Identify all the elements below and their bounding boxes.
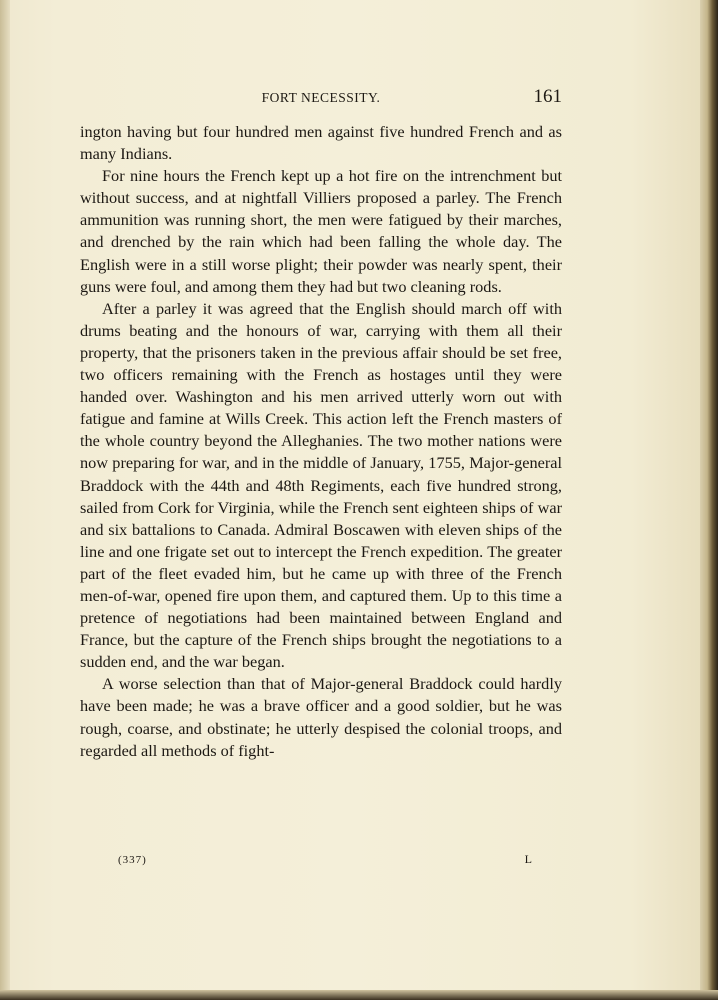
signature-letter: L <box>524 852 532 866</box>
page-edge-right <box>700 0 718 1000</box>
printer-signature: (337) <box>118 854 147 866</box>
paragraph-continuation: ington having but four hundred men against five hundred French and as many Indians. <box>80 122 562 164</box>
body-text <box>80 121 562 762</box>
paragraph: For nine hours the French kept up a hot fire on the intrenchment but without success, and at nightfall Villiers proposed a parley. The French ammunition was running short, the men were fatigued by their marches, and drenched by the rain which had been falling the whole day. The English were in a still worse plight; their powder was nearly spent, their guns were foul, and among them they had but two cleaning rods. <box>80 166 562 296</box>
running-title: FORT NECESSITY. <box>261 90 381 105</box>
page-header <box>80 88 562 110</box>
page-number: 161 <box>533 86 562 107</box>
page-gutter <box>0 0 10 990</box>
page-footer <box>80 854 562 874</box>
paragraph: A worse selection than that of Major-general Braddock could hardly have been made; he was a brave officer and a good soldier, but he was rough, coarse, and obstinate; he utterly despised the colonial troops, and regarded all methods of fight- <box>80 674 562 760</box>
page-edge-bottom <box>0 990 718 1000</box>
paragraph: After a parley it was agreed that the English should march off with drums beating and the honours of war, carrying with them all their property, that the prisoners taken in the previous affair should be set free, two officers remaining with the French as hostages until they were handed over. Washington and his men arrived utterly worn out with fatigue and famine at Wills Creek. This action left the French masters of the whole country beyond the Alleghanies. The two mother nations were now preparing for war, and in the middle of January, 1755, Major-general Braddock with the 44th and 48th Regiments, each five hundred strong, sailed from Cork for Virginia, while the French sent eighteen ships of war and six battalions to Canada. Admiral Boscawen with eleven ships of the line and one frigate set out to intercept the French expedition. The greater part of the fleet evaded him, but he came up with three of the French men-of-war, opened fire upon them, and captured them. Up to this time a pretence of negotiations had been maintained between England and France, but the capture of the French ships brought the negotiations to a sudden end, and the war began. <box>80 298 562 672</box>
